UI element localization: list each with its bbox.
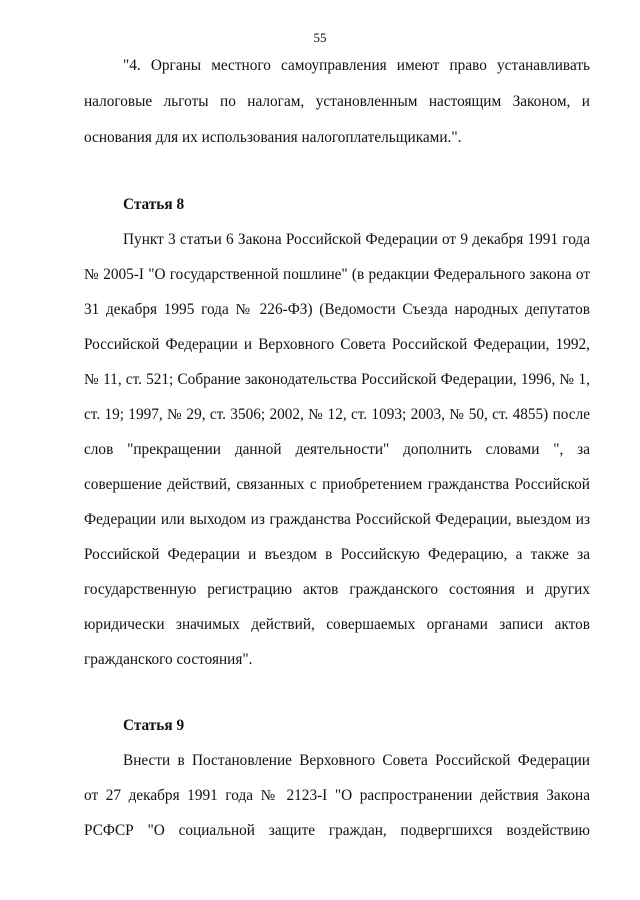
paragraph-line: государственную регистрацию актов гражданского состояния и других bbox=[84, 581, 590, 598]
paragraph-line: Внести в Постановление Верховного Совета Российской Федерации bbox=[123, 752, 590, 769]
paragraph-line: от 27 декабря 1991 года № 2123-I "О распространении действия Закона bbox=[84, 787, 590, 804]
paragraph-line: налоговые льготы по налогам, установленным настоящим Законом, и bbox=[84, 93, 590, 110]
paragraph-line: № 2005-I "О государственной пошлине" (в редакции Федерального закона от bbox=[84, 266, 590, 283]
article-heading: Статья 9 bbox=[123, 717, 185, 734]
page-number: 55 bbox=[313, 30, 327, 45]
paragraph-line: юридически значимых действий, совершаемых органами записи актов bbox=[84, 616, 590, 633]
paragraph-line: "4. Органы местного самоуправления имеют право устанавливать bbox=[123, 57, 590, 74]
paragraph-line: РСФСР "О социальной защите граждан, подвергшихся воздействию bbox=[84, 822, 590, 839]
paragraph-line: 31 декабря 1995 года № 226-ФЗ) (Ведомости Съезда народных депутатов bbox=[84, 301, 590, 318]
paragraph-line: ст. 19; 1997, № 29, ст. 3506; 2002, № 12, ст. 1093; 2003, № 50, ст. 4855) после bbox=[84, 406, 590, 423]
paragraph-line: Пункт 3 статьи 6 Закона Российской Федерации от 9 декабря 1991 года bbox=[123, 231, 590, 248]
paragraph-line: Российской Федерации и въездом в Российскую Федерацию, а также за bbox=[84, 546, 590, 563]
paragraph-line: Федерации или выходом из гражданства Российской Федерации, выездом из bbox=[84, 511, 590, 528]
paragraph-line: слов "прекращении данной деятельности" дополнить словами ", за bbox=[84, 441, 590, 458]
paragraph-line: Российской Федерации и Верховного Совета Российской Федерации, 1992, bbox=[84, 336, 590, 353]
paragraph-line: № 11, ст. 521; Собрание законодательства Российской Федерации, 1996, № 1, bbox=[84, 371, 590, 388]
paragraph-line: совершение действий, связанных с приобретением гражданства Российской bbox=[84, 476, 590, 493]
article-heading: Статья 8 bbox=[123, 196, 185, 213]
paragraph-line: основания для их использования налогоплательщиками.". bbox=[84, 129, 462, 146]
paragraph-line: гражданского состояния". bbox=[84, 651, 253, 668]
